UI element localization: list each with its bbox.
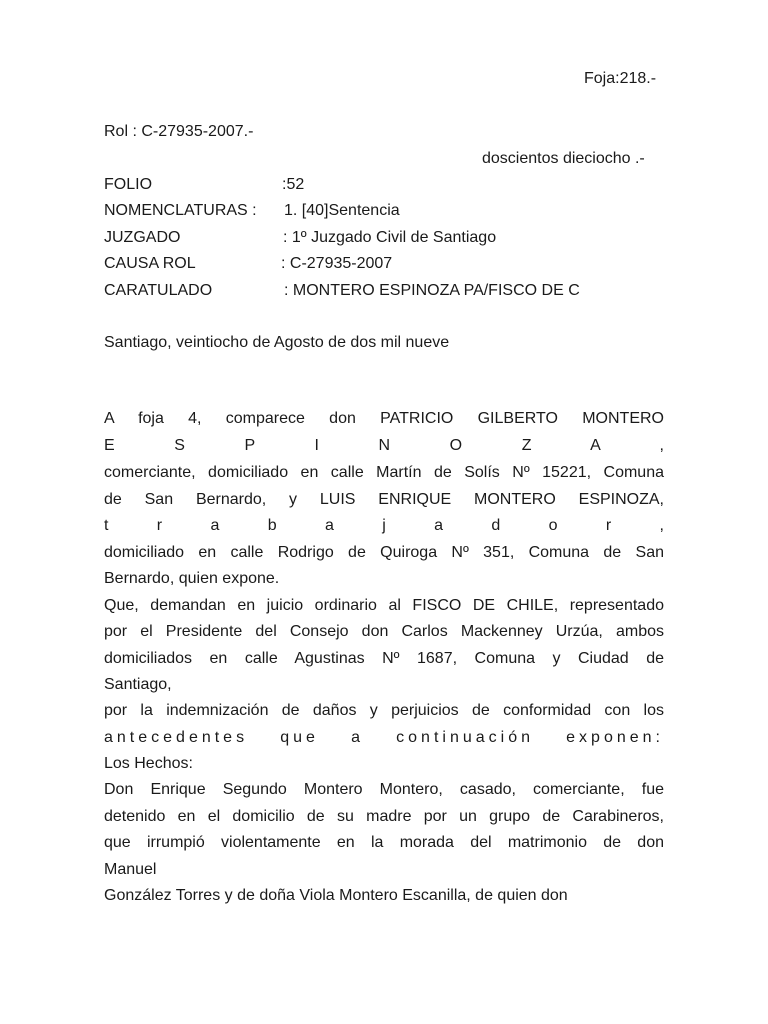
field-value-folio: :52 bbox=[282, 176, 305, 193]
body-line-11: Santiago, bbox=[104, 676, 172, 693]
field-label-nomenclaturas: NOMENCLATURAS : bbox=[104, 202, 257, 219]
field-label-causa-rol: CAUSA ROL bbox=[104, 255, 196, 272]
body-line-13: antecedentes que a continuación exponen: bbox=[104, 729, 664, 746]
body-line-8: Que, demandan en juicio ordinario al FISCO DE CHILE, representado bbox=[104, 597, 664, 614]
body-line-10: domiciliados en calle Agustinas Nº 1687, Comuna y Ciudad de bbox=[104, 650, 664, 667]
body-line-12: por la indemnización de daños y perjuicios de conformidad con los bbox=[104, 702, 664, 719]
body-line-15: Don Enrique Segundo Montero Montero, casado, comerciante, fue bbox=[104, 781, 664, 798]
body-line-1: A foja 4, comparece don PATRICIO GILBERTO MONTERO bbox=[104, 410, 664, 427]
body-line-5: t r a b a j a d o r , bbox=[104, 517, 664, 534]
body-line-4: de San Bernardo, y LUIS ENRIQUE MONTERO ESPINOZA, bbox=[104, 491, 664, 508]
foja-in-words: doscientos dieciocho .- bbox=[482, 150, 645, 167]
field-value-juzgado: : 1º Juzgado Civil de Santiago bbox=[283, 229, 497, 246]
body-line-14: Los Hechos: bbox=[104, 755, 193, 772]
body-line-19: González Torres y de doña Viola Montero Escanilla, de quien don bbox=[104, 887, 568, 904]
body-line-17: que irrumpió violentamente en la morada del matrimonio de don bbox=[104, 834, 664, 851]
body-line-18: Manuel bbox=[104, 861, 157, 878]
field-label-juzgado: JUZGADO bbox=[104, 229, 181, 246]
field-label-folio: FOLIO bbox=[104, 176, 153, 193]
body-line-2: E S P I N O Z A , bbox=[104, 437, 664, 454]
field-value-caratulado: : MONTERO ESPINOZA PA/FISCO DE C bbox=[284, 282, 580, 299]
body-line-9: por el Presidente del Consejo don Carlos Mackenney Urzúa, ambos bbox=[104, 623, 664, 640]
rol-number: Rol : C-27935-2007.- bbox=[104, 123, 254, 140]
field-value-causa-rol: : C-27935-2007 bbox=[281, 255, 393, 272]
date-line: Santiago, veintiocho de Agosto de dos mil nueve bbox=[104, 334, 450, 351]
field-label-caratulado: CARATULADO bbox=[104, 282, 213, 299]
body-line-6: domiciliado en calle Rodrigo de Quiroga Nº 351, Comuna de San bbox=[104, 544, 664, 561]
body-line-16: detenido en el domicilio de su madre por un grupo de Carabineros, bbox=[104, 808, 664, 825]
body-line-3: comerciante, domiciliado en calle Martín de Solís Nº 15221, Comuna bbox=[104, 464, 664, 481]
field-value-nomenclaturas: 1. [40]Sentencia bbox=[284, 202, 400, 219]
foja-number: Foja:218.- bbox=[584, 70, 657, 87]
body-line-7: Bernardo, quien expone. bbox=[104, 570, 280, 587]
